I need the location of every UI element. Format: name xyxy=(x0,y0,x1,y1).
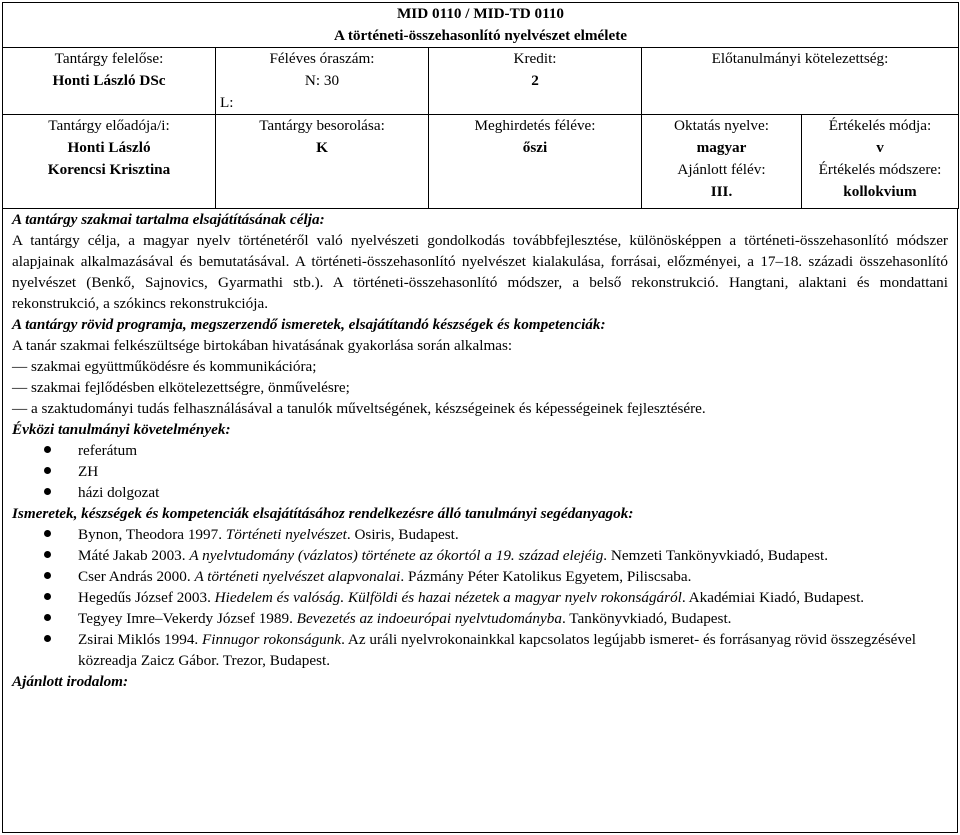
ref-publisher: . Akadémiai Kiadó, Budapest. xyxy=(681,589,865,606)
credit-label: Kredit: xyxy=(513,50,557,67)
recommended-label: Ajánlott félév: xyxy=(677,161,766,178)
bullet-icon xyxy=(44,572,51,579)
eval-mode-label: Értékelés módja: xyxy=(828,117,932,134)
list-item xyxy=(12,587,948,608)
course-title: A történeti-összehasonlító nyelvészet elmélete xyxy=(333,27,628,44)
bullet-icon xyxy=(44,530,51,537)
bullet-icon xyxy=(44,635,51,642)
eval-method-value: kollokvium xyxy=(843,183,917,200)
requirement-text: ZH xyxy=(78,463,99,480)
list-item xyxy=(12,545,948,566)
ref-publisher: . Tankönyvkiadó, Budapest. xyxy=(561,610,732,627)
semester-value: őszi xyxy=(522,139,548,156)
lecturer-name-1: Honti László xyxy=(67,139,151,156)
list-item xyxy=(12,524,948,545)
list-item xyxy=(12,440,948,461)
ref-publisher: . Pázmány Péter Katolikus Egyetem, Piliscsaba. xyxy=(400,568,692,585)
list-item xyxy=(12,608,948,629)
materials-heading: Ismeretek, készségek és kompetenciák elsajátításához rendelkezésre álló tanulmányi segédanyagok: xyxy=(12,505,634,522)
ref-title: Finnugor rokonságunk xyxy=(202,631,342,648)
recommended-value: III. xyxy=(710,183,733,200)
hours-label: Féléves óraszám: xyxy=(269,50,375,67)
classification-cell xyxy=(216,115,429,209)
program-item: — a szaktudományi tudás felhasználásával a tanulók műveltségének, készségeinek és képességeinek fejlesztésére. xyxy=(12,400,706,417)
bullet-icon xyxy=(44,467,51,474)
bullet-icon xyxy=(44,593,51,600)
ref-author: Cser András 2000. xyxy=(78,568,195,585)
requirement-text: házi dolgozat xyxy=(78,484,160,501)
ref-publisher: . Osiris, Budapest. xyxy=(346,526,459,543)
ref-author: Tegyey Imre–Vekerdy József 1989. xyxy=(78,610,297,627)
list-item xyxy=(12,461,948,482)
bullet-icon xyxy=(44,551,51,558)
goal-text: A tantárgy célja, a magyar nyelv történetéről való nyelvészeti gondolkodás továbbfejlesztése, különösképpen a történeti-összehasonlító módszer alapjainak alkalmazásával és bemutatásával. A történeti-összehasonlító nyelvészet kialakulása, forrásai, előzményei, a 17–18. századi összehasonlító nyelvészet (Benkő, Sajnovics, Gyarmathi stb.). A történeti-összehasonlító módszer, a belső rekonstrukció. Hangtani, alaktani és mondattani rekonstrukció, a szókincs rekonstrukciója. xyxy=(12,232,948,312)
ref-publisher: . Az uráli nyelvrokonainkkal kapcsolatos legújabb ismeret- és forrásanyag rövid összegzésével közreadja Zaicz Gábor. Trezor, Budapest. xyxy=(78,631,916,669)
credit-value: 2 xyxy=(531,72,539,89)
language-label: Oktatás nyelve: xyxy=(674,117,769,134)
program-heading: A tantárgy rövid programja, megszerzendő ismeretek, elsajátítandó készségek és kompetenciák: xyxy=(12,316,606,333)
semester-label: Meghirdetés féléve: xyxy=(474,117,596,134)
lecturer-cell xyxy=(3,115,216,209)
responsible-name: Honti László DSc xyxy=(52,72,166,89)
course-code: MID 0110 / MID-TD 0110 xyxy=(396,5,565,22)
prereq-cell xyxy=(642,48,959,115)
semester-cell xyxy=(429,115,642,209)
classification-value: K xyxy=(316,139,328,156)
ref-title: Hiedelem és valóság. Külföldi és hazai nézetek a magyar nyelv rokonságáról xyxy=(214,589,682,606)
list-item xyxy=(12,566,948,587)
ref-author: Bynon, Theodora 1997. xyxy=(78,526,226,543)
ref-publisher: . Nemzeti Tankönyvkiadó, Budapest. xyxy=(603,547,829,564)
ref-title: Bevezetés az indoeurópai nyelvtudományba xyxy=(296,610,562,627)
course-title-cell xyxy=(3,3,959,48)
recommended-reading-heading: Ajánlott irodalom: xyxy=(12,673,129,690)
evaluation-cell xyxy=(802,115,959,209)
ref-title: Történeti nyelvészet xyxy=(225,526,347,543)
bullet-icon xyxy=(44,488,51,495)
eval-mode-value: v xyxy=(876,139,884,156)
bullet-icon xyxy=(44,446,51,453)
list-item xyxy=(12,629,948,671)
requirements-list xyxy=(12,440,948,503)
hours-cell xyxy=(216,48,429,115)
program-item: — szakmai együttműködésre és kommunikációra; xyxy=(12,358,317,375)
materials-list xyxy=(12,524,948,671)
prereq-label: Előtanulmányi kötelezettség: xyxy=(711,50,889,67)
classification-label: Tantárgy besorolása: xyxy=(259,117,385,134)
language-cell xyxy=(642,115,802,209)
program-intro: A tanár szakmai felkészültsége birtokában hivatásának gyakorlása során alkalmas: xyxy=(12,337,513,354)
eval-method-label: Értékelés módszere: xyxy=(818,161,942,178)
hours-l: L: xyxy=(220,94,234,111)
ref-title: A nyelvtudomány (vázlatos) története az ókortól a 19. század elejéig xyxy=(189,547,604,564)
requirements-heading: Évközi tanulmányi követelmények: xyxy=(12,421,231,438)
header-row-1 xyxy=(3,48,959,115)
requirement-text: referátum xyxy=(78,442,138,459)
goal-heading: A tantárgy szakmai tartalma elsajátításának célja: xyxy=(12,211,325,228)
credit-cell xyxy=(429,48,642,115)
ref-author: Hegedűs József 2003. xyxy=(78,589,215,606)
lecturer-name-2: Korencsi Krisztina xyxy=(47,161,171,178)
course-body xyxy=(2,208,958,833)
ref-title: A történeti nyelvészet alapvonalai xyxy=(194,568,401,585)
language-value: magyar xyxy=(696,139,747,156)
hours-n: N: 30 xyxy=(304,72,340,89)
ref-author: Máté Jakab 2003. xyxy=(78,547,190,564)
list-item xyxy=(12,482,948,503)
responsible-cell xyxy=(3,48,216,115)
bullet-icon xyxy=(44,614,51,621)
ref-author: Zsirai Miklós 1994. xyxy=(78,631,203,648)
header-row-2 xyxy=(3,115,959,209)
header-title-row xyxy=(3,3,959,48)
course-header-table xyxy=(2,2,959,209)
responsible-label: Tantárgy felelőse: xyxy=(54,50,164,67)
lecturer-label: Tantárgy előadója/i: xyxy=(48,117,170,134)
program-item: — szakmai fejlődésben elkötelezettségre, önművelésre; xyxy=(12,379,350,396)
